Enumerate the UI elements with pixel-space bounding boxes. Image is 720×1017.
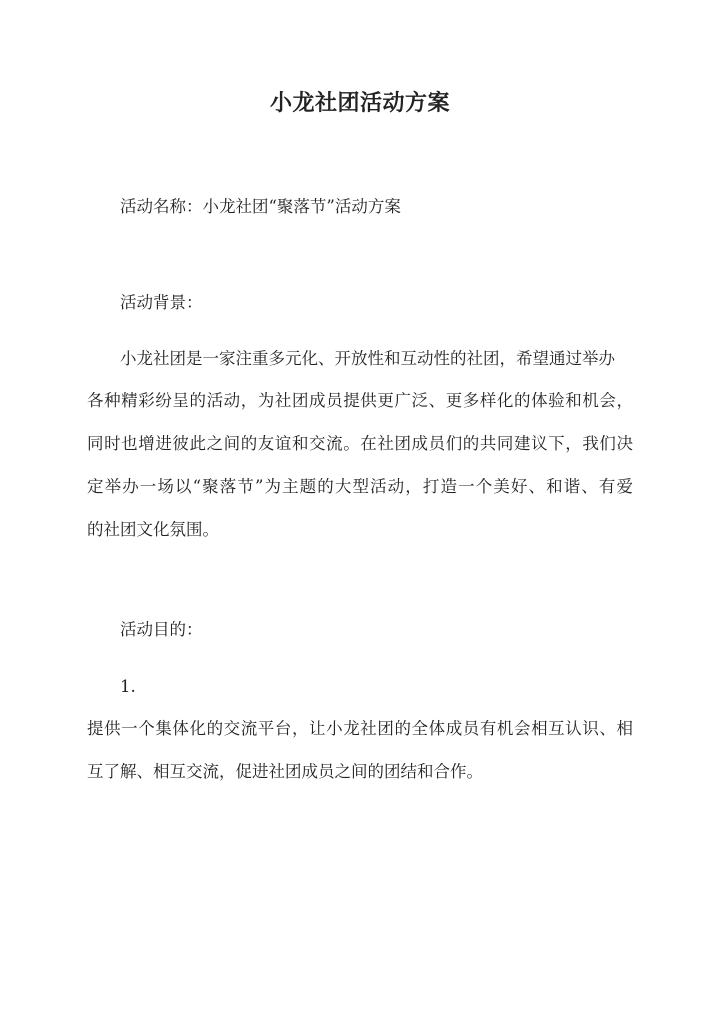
background-paragraph-line: 定举办一场以“聚落节”为主题的大型活动，打造一个美好、和谐、有爱 <box>87 477 633 496</box>
purpose-heading: 活动目的： <box>120 620 203 639</box>
background-heading: 活动背景： <box>120 293 203 312</box>
background-paragraph-line: 的社团文化氛围。 <box>87 520 219 539</box>
background-paragraph-line: 同时也增进彼此之间的友谊和交流。在社团成员们的共同建议下，我们决 <box>87 434 633 453</box>
background-paragraph-line: 小龙社团是一家注重多元化、开放性和互动性的社团，希望通过举办 <box>120 349 615 368</box>
purpose-item-line: 提供一个集体化的交流平台，让小龙社团的全体成员有机会相互认识、相 <box>87 719 633 738</box>
document-title: 小龙社团活动方案 <box>269 90 450 116</box>
background-paragraph-line: 各种精彩纷呈的活动，为社团成员提供更广泛、更多样化的体验和机会， <box>87 391 633 410</box>
purpose-item-number: 1. <box>120 677 136 696</box>
purpose-item-line: 互了解、相互交流，促进社团成员之间的团结和合作。 <box>87 762 483 781</box>
activity-name-line: 活动名称：小龙社团“聚落节”活动方案 <box>120 197 401 216</box>
